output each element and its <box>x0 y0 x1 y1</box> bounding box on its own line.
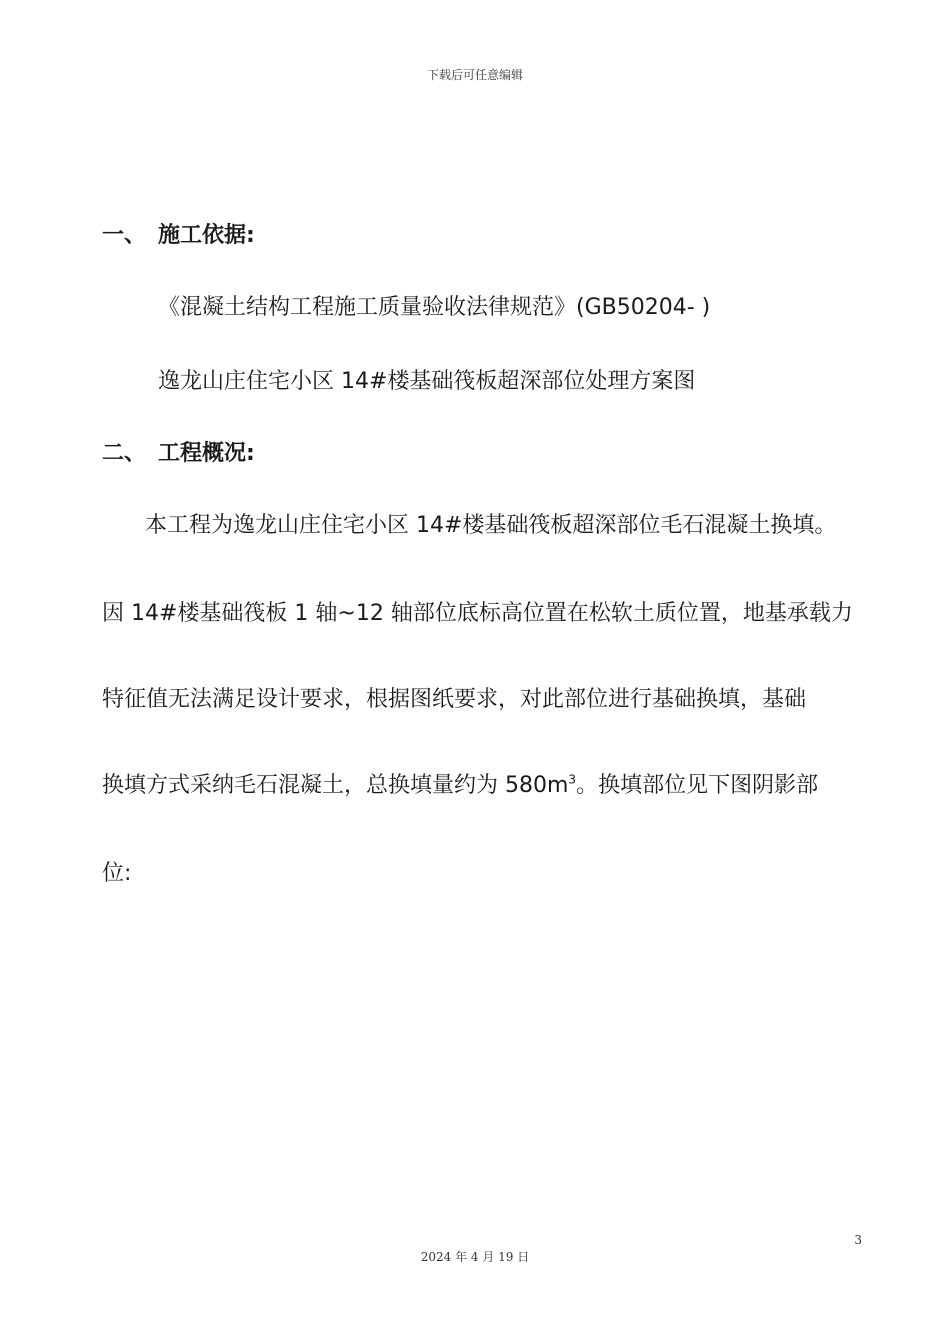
section-number: 一、 <box>102 223 147 248</box>
section-title: 施工依据: <box>158 223 255 248</box>
reference-line: 逸龙山庄住宅小区 14#楼基础筏板超深部位处理方案图 <box>158 369 696 394</box>
section-heading-overview <box>102 436 255 467</box>
section-title: 工程概况: <box>158 441 255 466</box>
paragraph-line <box>102 768 818 799</box>
section-number: 二、 <box>102 441 147 466</box>
page-number: 3 <box>854 1233 862 1247</box>
section-heading-basis <box>102 218 255 249</box>
paragraph-line: 位: <box>102 861 132 886</box>
line-text: 。换填部位见下图阴影部 <box>576 773 819 798</box>
line-text: 换填方式采纳毛石混凝土，总换填量约为 580m <box>102 773 569 798</box>
header-note: 下载后可任意编辑 <box>426 68 523 82</box>
reference-line: 《混凝土结构工程施工质量验收法律规范》(GB50204- ) <box>158 295 711 320</box>
paragraph-line: 本工程为逸龙山庄住宅小区 14#楼基础筏板超深部位毛石混凝土换填。 <box>145 513 837 538</box>
footer-date: 2024 年 4 月 19 日 <box>420 1250 530 1264</box>
paragraph-line: 因 14#楼基础筏板 1 轴~12 轴部位底标高位置在松软土质位置，地基承载力 <box>102 601 853 626</box>
superscript: 3 <box>568 772 577 787</box>
paragraph-line: 特征值无法满足设计要求，根据图纸要求，对此部位进行基础换填，基础 <box>102 687 807 712</box>
